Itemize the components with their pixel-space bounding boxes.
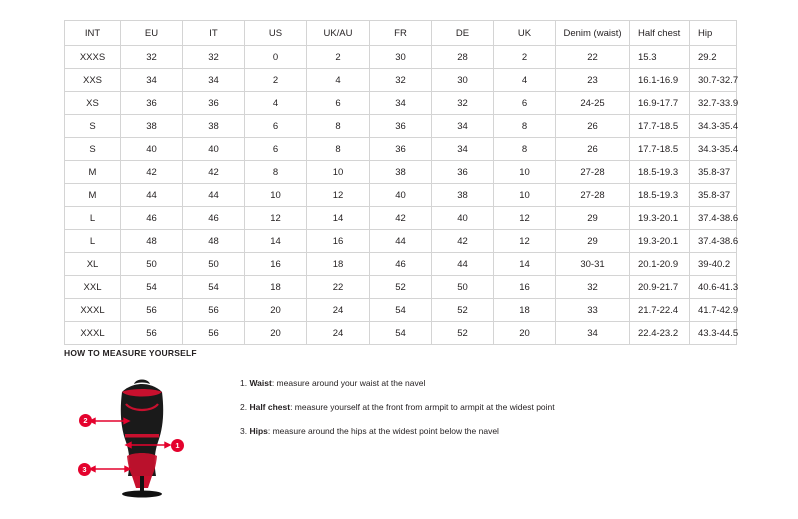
table-cell: 44: [121, 184, 183, 207]
table-cell: 8: [245, 161, 307, 184]
table-cell: 34: [370, 92, 432, 115]
table-body: [65, 46, 737, 345]
table-cell: 28: [432, 46, 494, 69]
table-cell: 35.8-37: [690, 184, 737, 207]
table-cell: 40: [121, 138, 183, 161]
table-cell: 54: [183, 276, 245, 299]
table-row: [65, 92, 737, 115]
table-cell: 24-25: [556, 92, 630, 115]
table-cell: 36: [121, 92, 183, 115]
column-header-int: INT: [65, 21, 121, 46]
table-cell: 52: [432, 299, 494, 322]
table-cell: 16: [307, 230, 370, 253]
table-cell: XXXL: [65, 322, 121, 345]
table-cell: 14: [494, 253, 556, 276]
column-header-hip: Hip: [690, 21, 737, 46]
table-cell: 40: [183, 138, 245, 161]
instruction-number: 2.: [240, 402, 250, 413]
column-header-denim-waist: Denim (waist): [556, 21, 630, 46]
table-cell: 34: [121, 69, 183, 92]
table-cell: 23: [556, 69, 630, 92]
table-cell: 6: [245, 115, 307, 138]
table-cell: 54: [370, 322, 432, 345]
table-cell: 10: [307, 161, 370, 184]
table-cell: 30: [370, 46, 432, 69]
table-cell: 48: [121, 230, 183, 253]
table-cell: 10: [245, 184, 307, 207]
measure-instruction-item: [240, 402, 555, 412]
instruction-text: : measure around your waist at the navel: [271, 378, 426, 388]
table-cell: 29.2: [690, 46, 737, 69]
table-cell: 24: [307, 322, 370, 345]
table-cell: XXXL: [65, 299, 121, 322]
table-cell: 4: [494, 69, 556, 92]
table-row: [65, 161, 737, 184]
table-cell: 20.9-21.7: [630, 276, 690, 299]
table-cell: 20: [494, 322, 556, 345]
mannequin-illustration: [82, 368, 202, 498]
table-header: [65, 21, 737, 46]
table-cell: 22: [307, 276, 370, 299]
instruction-number: 1.: [240, 378, 250, 388]
table-cell: 27-28: [556, 161, 630, 184]
table-header-row: [65, 21, 737, 46]
table-row: [65, 115, 737, 138]
table-cell: 18: [494, 299, 556, 322]
table-row: [65, 138, 737, 161]
table-cell: 48: [183, 230, 245, 253]
table-row: [65, 276, 737, 299]
table-cell: 12: [494, 230, 556, 253]
table-cell: 54: [121, 276, 183, 299]
table-cell: 38: [183, 115, 245, 138]
table-cell: 20: [245, 322, 307, 345]
table-cell: 32: [432, 92, 494, 115]
table-row: [65, 299, 737, 322]
table-cell: L: [65, 207, 121, 230]
table-cell: 34.3-35.4: [690, 115, 737, 138]
table-cell: 40: [370, 184, 432, 207]
measure-instructions: [240, 368, 555, 451]
table-cell: 35.8-37: [690, 161, 737, 184]
table-cell: 42: [432, 230, 494, 253]
table-cell: 34.3-35.4: [690, 138, 737, 161]
how-to-measure-title: HOW TO MEASURE YOURSELF: [64, 348, 197, 358]
table-cell: S: [65, 138, 121, 161]
table-cell: 40: [432, 207, 494, 230]
column-header-uk: UK: [494, 21, 556, 46]
column-header-fr: FR: [370, 21, 432, 46]
table-cell: 19.3-20.1: [630, 207, 690, 230]
table-cell: 16.9-17.7: [630, 92, 690, 115]
table-cell: 38: [432, 184, 494, 207]
table-row: [65, 69, 737, 92]
table-cell: 46: [370, 253, 432, 276]
table-cell: 30: [432, 69, 494, 92]
table-cell: 38: [370, 161, 432, 184]
bullet-marker-2: 2: [79, 414, 92, 427]
table-cell: 30.7-32.7: [690, 69, 737, 92]
mannequin-figure: [82, 368, 202, 498]
table-cell: 4: [245, 92, 307, 115]
table-cell: 12: [245, 207, 307, 230]
table-cell: 15.3: [630, 46, 690, 69]
table-cell: 17.7-18.5: [630, 115, 690, 138]
table-cell: 18.5-19.3: [630, 161, 690, 184]
table-cell: XL: [65, 253, 121, 276]
table-cell: 22.4-23.2: [630, 322, 690, 345]
table-cell: XS: [65, 92, 121, 115]
table-cell: 12: [494, 207, 556, 230]
instruction-term: Waist: [249, 378, 272, 388]
table-row: [65, 230, 737, 253]
table-cell: 2: [245, 69, 307, 92]
column-header-half-chest: Half chest: [630, 21, 690, 46]
table-cell: M: [65, 161, 121, 184]
table-cell: 44: [183, 184, 245, 207]
table-cell: 36: [370, 115, 432, 138]
table-cell: XXL: [65, 276, 121, 299]
table-cell: 44: [370, 230, 432, 253]
table-cell: 34: [183, 69, 245, 92]
table-cell: 12: [307, 184, 370, 207]
table-cell: 18: [245, 276, 307, 299]
table-cell: 0: [245, 46, 307, 69]
table-cell: 27-28: [556, 184, 630, 207]
table-cell: 6: [245, 138, 307, 161]
table-cell: 56: [121, 322, 183, 345]
table-cell: 24: [307, 299, 370, 322]
table-cell: 2: [494, 46, 556, 69]
instruction-number: 3.: [240, 426, 250, 437]
table-cell: 6: [494, 92, 556, 115]
table-cell: 30-31: [556, 253, 630, 276]
table-cell: 20: [245, 299, 307, 322]
table-cell: 52: [370, 276, 432, 299]
table-cell: XXXS: [65, 46, 121, 69]
table-row: [65, 184, 737, 207]
table-cell: 14: [307, 207, 370, 230]
size-conversion-table: [64, 20, 737, 345]
table-cell: L: [65, 230, 121, 253]
table-cell: 33: [556, 299, 630, 322]
table-cell: 36: [370, 138, 432, 161]
table-cell: 37.4-38.6: [690, 207, 737, 230]
table-cell: 36: [183, 92, 245, 115]
instruction-term: Hips: [249, 426, 268, 437]
table-cell: 56: [121, 299, 183, 322]
table-cell: 42: [370, 207, 432, 230]
table-cell: 17.7-18.5: [630, 138, 690, 161]
table-cell: 44: [432, 253, 494, 276]
column-header-de: DE: [432, 21, 494, 46]
table-cell: M: [65, 184, 121, 207]
table-cell: 34: [556, 322, 630, 345]
table-cell: XXS: [65, 69, 121, 92]
table-cell: 32.7-33.9: [690, 92, 737, 115]
table-cell: 54: [370, 299, 432, 322]
table-cell: 56: [183, 322, 245, 345]
table-row: [65, 322, 737, 345]
table-cell: 32: [121, 46, 183, 69]
table-cell: 6: [307, 92, 370, 115]
table-cell: 40.6-41.3: [690, 276, 737, 299]
table-cell: 16: [245, 253, 307, 276]
table-cell: 2: [307, 46, 370, 69]
table-cell: 56: [183, 299, 245, 322]
table-cell: 50: [183, 253, 245, 276]
table-cell: 10: [494, 161, 556, 184]
table-cell: 46: [121, 207, 183, 230]
bullet-marker-1: 1: [171, 439, 184, 452]
table-cell: 8: [307, 138, 370, 161]
table-cell: 16: [494, 276, 556, 299]
table-cell: 43.3-44.5: [690, 322, 737, 345]
table-cell: 38: [121, 115, 183, 138]
column-header-us: US: [245, 21, 307, 46]
bullet-marker-3: 3: [78, 463, 91, 476]
table-row: [65, 207, 737, 230]
table-cell: 42: [121, 161, 183, 184]
table-cell: 37.4-38.6: [690, 230, 737, 253]
table-cell: 42: [183, 161, 245, 184]
table-cell: 29: [556, 207, 630, 230]
table-cell: 32: [370, 69, 432, 92]
size-table-container: [64, 20, 739, 345]
table-cell: 36: [432, 161, 494, 184]
table-cell: 39-40.2: [690, 253, 737, 276]
table-cell: 29: [556, 230, 630, 253]
table-cell: 32: [183, 46, 245, 69]
table-cell: 50: [432, 276, 494, 299]
table-cell: 26: [556, 138, 630, 161]
column-header-uk-au: UK/AU: [307, 21, 370, 46]
column-header-it: IT: [183, 21, 245, 46]
column-header-eu: EU: [121, 21, 183, 46]
table-cell: 4: [307, 69, 370, 92]
table-cell: S: [65, 115, 121, 138]
table-cell: 18.5-19.3: [630, 184, 690, 207]
measure-instruction-item: [240, 378, 555, 388]
table-row: [65, 253, 737, 276]
instruction-term: Half chest: [249, 402, 291, 413]
table-cell: 41.7-42.9: [690, 299, 737, 322]
table-cell: 21.7-22.4: [630, 299, 690, 322]
table-cell: 16.1-16.9: [630, 69, 690, 92]
table-cell: 52: [432, 322, 494, 345]
table-cell: 14: [245, 230, 307, 253]
table-cell: 22: [556, 46, 630, 69]
table-cell: 20.1-20.9: [630, 253, 690, 276]
table-cell: 34: [432, 115, 494, 138]
instruction-text: : measure around the hips at the widest point below the navel: [267, 426, 499, 437]
table-row: [65, 46, 737, 69]
table-cell: 8: [494, 138, 556, 161]
measure-instruction-item: [240, 426, 555, 436]
how-to-measure-body: [64, 368, 736, 498]
table-cell: 46: [183, 207, 245, 230]
table-cell: 8: [494, 115, 556, 138]
table-cell: 18: [307, 253, 370, 276]
instruction-text: : measure yourself at the front from armpit to armpit at the widest point: [290, 402, 555, 413]
table-cell: 32: [556, 276, 630, 299]
table-cell: 8: [307, 115, 370, 138]
table-cell: 26: [556, 115, 630, 138]
table-cell: 10: [494, 184, 556, 207]
table-cell: 50: [121, 253, 183, 276]
how-to-measure-section: [64, 348, 736, 498]
table-cell: 19.3-20.1: [630, 230, 690, 253]
table-cell: 34: [432, 138, 494, 161]
